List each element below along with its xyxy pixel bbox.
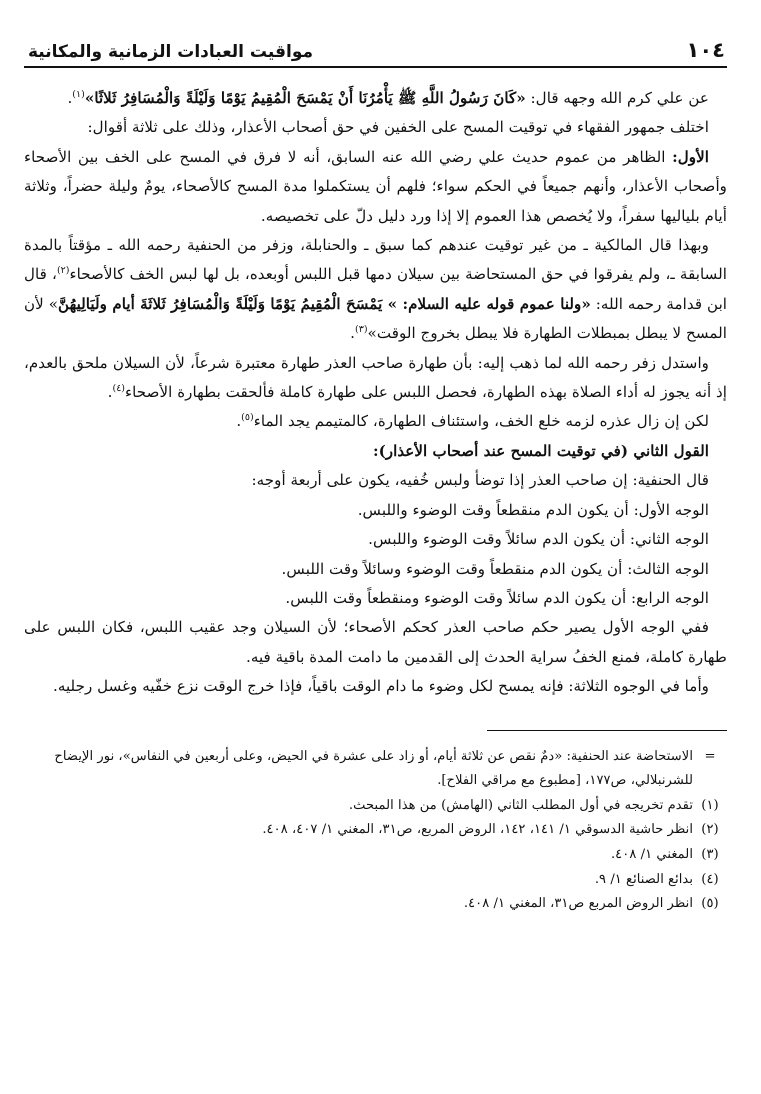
footnote-item: [24, 868, 727, 893]
footnote-ref-1[interactable]: (١): [72, 88, 85, 100]
aspect-item: الوجه الأول: أن يكون الدم منقطعاً وقت الوضوء واللبس.: [357, 500, 709, 519]
footnote-item: [24, 892, 727, 917]
footnote-mark: (٤): [701, 871, 719, 887]
footnote-mark: (١): [701, 797, 719, 813]
three-aspects-ruling: وأما في الوجوه الثلاثة: فإنه يمسح لكل وضوء ما دام الوقت باقياً، فإذا خرج الوقت نزع خفّيه وغسل رجليه.: [53, 677, 709, 696]
running-title: مواقيت العبادات الزمانية والمكانية: [28, 42, 313, 62]
lakin-text: لكن إن زال عذره لزمه خلع الخف، واستئناف الطهارة، كالمتيمم يجد الماء: [253, 412, 709, 431]
intro-paragraph: عن علي كرم الله وجهه قال: «كَانَ رَسُولُ اللَّهِ ﷺ يَأْمُرُنَا أَنْ يَمْسَحَ الْمُقِيمُ يَوْمًا وَلَيْلَةً وَالْمُسَافِرُ ثَلاثًا»$^{(١)}$.: [67, 88, 709, 107]
page-number: ١٠٤: [686, 38, 725, 62]
maliki-text-3: » لأن المسح لا يبطل بمبطلات الطهارة فلا يبطل بخروج الوقت»: [24, 294, 727, 343]
maliki-paragraph: [24, 231, 727, 349]
first-aspect-ruling: ففي الوجه الأول يصير حكم صاحب العذر كحكم الأصحاء؛ لأن السيلان وجد عقيب اللبس، فكان اللبس على طهارة كاملة، فمنع الخفُ سراية الحدث إلى القدمين ما دامت المدة باقية فيه.: [24, 618, 727, 666]
footnote-mark: (٥): [701, 896, 719, 912]
main-text: [24, 84, 727, 702]
first-opinion-text: الظاهر من عموم حديث علي رضي الله عنه السابق، أنه لا فرق في المسح على الخف بين الأصحاء وأصحاب الأعذار، وأنهم جميعاً في الحكم سواء؛ فلهم أن يستكملوا مدة المسح كالأصحاء، يومٌ وليلة حضراً، وثلاثة أيام بلياليها سفراً، ولا يُخصص هذا العموم إلا إذا ورد دليل دلّ على تخصيصه.: [24, 147, 727, 225]
footnote-item: [24, 818, 727, 843]
aspect-item: الوجه الثاني: أن يكون الدم سائلاً وقت الوضوء واللبس.: [368, 530, 709, 549]
footnote-item: [24, 745, 727, 794]
zufar-paragraph: [24, 349, 727, 408]
aspect-item: الوجه الثالث: أن يكون الدم منقطعاً وقت الوضوء وسائلاً وقت اللبس.: [281, 559, 709, 578]
footnote-text: تقدم تخريجه في أول المطلب الثاني (الهامش) من هذا المبحث.: [348, 797, 693, 813]
maliki-hadith: يَمْسَحَ الْمُقِيمُ يَوْمًا وَلَيْلَةً وَالْمُسَافِرُ ثَلاثَةَ أيام ولَيَالِيهُنَّ: [58, 294, 388, 313]
footnote-text: المغني ١/ ٤٠٨.: [610, 846, 693, 862]
footnote-item: [24, 794, 727, 819]
intro-lead: عن علي كرم الله وجهه قال:: [525, 89, 709, 107]
footnote-ref-2[interactable]: (٢): [56, 265, 70, 277]
footnote-text: انظر الروض المربع ص٣١، المغني ١/ ٤٠٨.: [463, 896, 693, 912]
hanafiya-paragraph: قال الحنفية: إن صاحب العذر إذا توضأ ولبس خُفيه، يكون على أربعة أوجه:: [251, 471, 709, 490]
maliki-end: .: [350, 324, 355, 343]
lakin-paragraph: [24, 407, 727, 436]
footnote-mark: =: [704, 748, 716, 764]
footnote-text: الاستحاضة عند الحنفية: «دمٌ نقص عن ثلاثة أيام، أو زاد على عشرة في الحيض، وعلى أربعين في النفاس»، نور الإيضاح للشرنبلالي، ص١٧٧، [مطبوع مع مراقي الفلاح].: [54, 748, 693, 789]
second-opinion-heading: القول الثاني (في توقيت المسح عند أصحاب الأعذار):: [372, 441, 709, 460]
footnote-text: انظر حاشية الدسوقي ١/ ١٤١، ١٤٢، الروض المربع، ص٣١، المغني ١/ ٤٠٧، ٤٠٨.: [262, 822, 693, 838]
footnote-ref-5[interactable]: (٥): [241, 412, 254, 424]
footnote-mark: (٢): [701, 822, 719, 838]
maliki-text-2: ، قال ابن قدامة رحمه الله:: [24, 265, 728, 313]
zufar-text: واستدل زفر رحمه الله لما ذهب إليه: بأن طهارة صاحب العذر طهارة معتبرة شرعاً، لأن السيلان ملحق بالعدم، إذ أنه يجوز له أداء الصلاة بهذه الطهارة، فحصل اللبس على طهارة كاملة فألحقت بطهارة الأصحاء: [24, 353, 727, 402]
footnote-text: بدائع الصنائع ١/ ٩.: [594, 871, 693, 887]
intro-hadith: «كَانَ رَسُولُ اللَّهِ ﷺ يَأْمُرُنَا أَنْ يَمْسَحَ الْمُقِيمُ يَوْمًا وَلَيْلَةً وَالْمُسَافِرُ ثَلاثًا»: [84, 89, 526, 107]
aspect-item: الوجه الرابع: أن يكون الدم سائلاً وقت الوضوء ومنقطعاً وقت اللبس.: [285, 588, 709, 607]
first-opinion-paragraph: [24, 143, 727, 231]
footnote-divider: [487, 730, 727, 731]
disagreement-paragraph: اختلف جمهور الفقهاء في توقيت المسح على الخفين في حق أصحاب الأعذار، وذلك على ثلاثة أقوال:: [87, 118, 709, 137]
footnote-ref-4[interactable]: (٤): [112, 383, 126, 394]
first-opinion-label: الأول:: [672, 147, 709, 166]
page-header: [24, 38, 727, 68]
footnote-ref-3[interactable]: (٣): [354, 324, 368, 336]
footnote-item: [24, 843, 727, 868]
maliki-text-1: وبهذا قال المالكية ـ من غير توقيت عندهم كما سبق ـ والحنابلة، وزفر من الحنفية رحمه الله ـ مؤقتاً بالمدة السابقة ـ، ولم يفرقوا في حق المستحاضة بين سيلان دمها قبل اللبس أوبعده، بل لها لبس الخف كالأصحاء: [24, 236, 728, 284]
footnote-mark: (٣): [701, 846, 719, 862]
lakin-end: .: [236, 412, 242, 431]
ibn-qudama-quote: «ولنا عموم قوله عليه السلام: »: [387, 294, 591, 313]
zufar-end: .: [107, 383, 113, 402]
footnotes: [24, 745, 727, 917]
